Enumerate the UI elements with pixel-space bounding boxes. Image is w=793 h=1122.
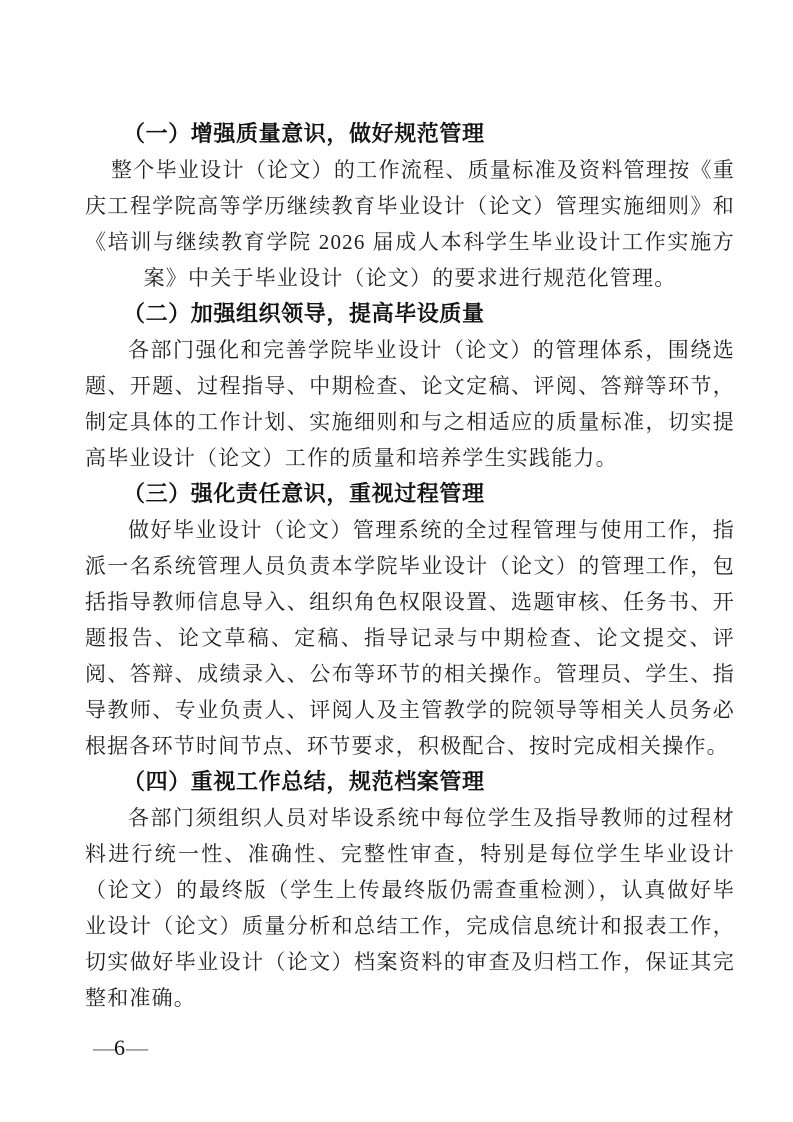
section-2-paragraph: 各部门强化和完善学院毕业设计（论文）的管理体系，围绕选题、开题、过程指导、中期检查、论文定稿、评阅、答辩等环节，制定具体的工作计划、实施细则和与之相适应的质量标准，切实提高毕业设计（论文）工作的质量和培养学生实践能力。 (85, 338, 735, 470)
section-3-paragraph: 做好毕业设计（论文）管理系统的全过程管理与使用工作，指派一名系统管理人员负责本学院毕业设计（论文）的管理工作，包括指导教师信息导入、组织角色权限设置、选题审核、任务书、开题报告、论文草稿、定稿、指导记录与中期检查、论文提交、评阅、答辩、成绩录入、公布等环节的相关操作。管理员、学生、指导教师、专业负责人、评阅人及主管教学的院领导等相关人员务必根据各环节时间节点、环节要求，积极配合、按时完成相关操作。 (85, 518, 735, 758)
section-2-heading: （二）加强组织领导，提高毕设质量 (123, 301, 485, 326)
page-number-dash-right: — (126, 1035, 146, 1060)
section-1-paragraph: 整个毕业设计（论文）的工作流程、质量标准及资料管理按《重庆工程学院高等学历继续教育毕业设计（论文）管理实施细则》和《培训与继续教育学院 2026 届成人本科学生毕业设计工作实施方案》中关于毕业设计（论文）的要求进行规范化管理。 (85, 158, 735, 290)
section-4-heading: （四）重视工作总结，规范档案管理 (123, 769, 485, 794)
section-1-heading: （一）增强质量意识，做好规范管理 (123, 121, 485, 146)
page-number-dash-left: — (93, 1035, 113, 1060)
document-content (85, 116, 735, 1016)
section-3-heading: （三）强化责任意识，重视过程管理 (123, 481, 485, 506)
page-number-value: 6 (114, 1035, 125, 1060)
page-number (93, 1036, 146, 1060)
section-4-paragraph: 各部门须组织人员对毕设系统中每位学生及指导教师的过程材料进行统一性、准确性、完整性审查，特别是每位学生毕业设计（论文）的最终版（学生上传最终版仍需查重检测），认真做好毕业设计（论文）质量分析和总结工作，完成信息统计和报表工作，切实做好毕业设计（论文）档案资料的审查及归档工作，保证其完整和准确。 (85, 806, 735, 1010)
